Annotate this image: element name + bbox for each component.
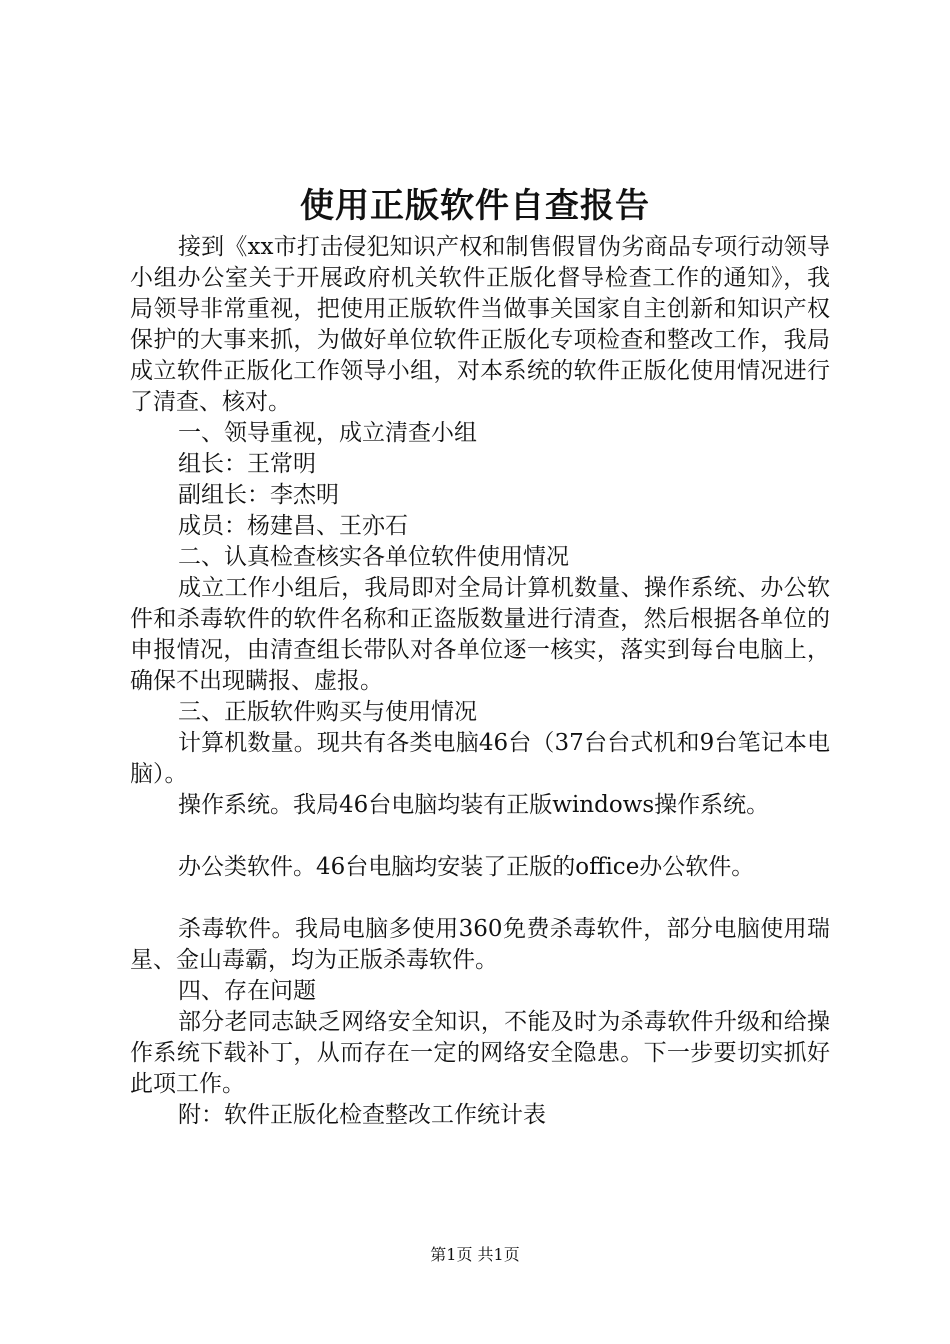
paragraph-deputy-leader: 副组长：李杰明 bbox=[178, 482, 339, 508]
paragraph-attachment: 附：软件正版化检查整改工作统计表 bbox=[178, 1102, 546, 1128]
page-footer: 第1页 共1页 bbox=[430, 1245, 520, 1264]
document-body bbox=[130, 232, 830, 1131]
paragraph-intro: 接到《xx市打击侵犯知识产权和制售假冒伪劣商品专项行动领导小组办公室关于开展政府机关软件正版化督导检查工作的通知》，我局领导非常重视，把使用正版软件当做事关国家自主创新和知识产权保护的大事来抓，为做好单位软件正版化专项检查和整改工作，我局成立软件正版化工作领导小组，对本系统的软件正版化使用情况进行了清查、核对。 bbox=[130, 234, 830, 415]
paragraph-antivirus: 杀毒软件。我局电脑多使用360免费杀毒软件，部分电脑使用瑞星、金山毒霸，均为正版杀毒软件。 bbox=[130, 916, 830, 973]
paragraph-computer-count: 计算机数量。现共有各类电脑46台（37台台式机和9台笔记本电脑）。 bbox=[130, 730, 830, 787]
paragraph-members: 成员：杨建昌、王亦石 bbox=[178, 513, 408, 539]
paragraph-problems: 部分老同志缺乏网络安全知识，不能及时为杀毒软件升级和给操作系统下载补丁，从而存在一定的网络安全隐患。下一步要切实抓好此项工作。 bbox=[130, 1009, 830, 1097]
document-title: 使用正版软件自查报告 bbox=[300, 186, 650, 226]
section-heading-1: 一、领导重视，成立清查小组 bbox=[178, 420, 477, 446]
section-heading-4: 四、存在问题 bbox=[178, 978, 316, 1004]
paragraph-leader: 组长：王常明 bbox=[178, 451, 316, 477]
paragraph-office-software: 办公类软件。46台电脑均安装了正版的office办公软件。 bbox=[178, 854, 755, 880]
paragraph-operating-system: 操作系统。我局46台电脑均装有正版windows操作系统。 bbox=[178, 792, 770, 818]
section-heading-2: 二、认真检查核实各单位软件使用情况 bbox=[178, 544, 569, 570]
section-heading-3: 三、正版软件购买与使用情况 bbox=[178, 699, 477, 725]
paragraph-inspection: 成立工作小组后，我局即对全局计算机数量、操作系统、办公软件和杀毒软件的软件名称和正盗版数量进行清查，然后根据各单位的申报情况，由清查组长带队对各单位逐一核实，落实到每台电脑上，确保不出现瞒报、虚报。 bbox=[130, 575, 830, 694]
